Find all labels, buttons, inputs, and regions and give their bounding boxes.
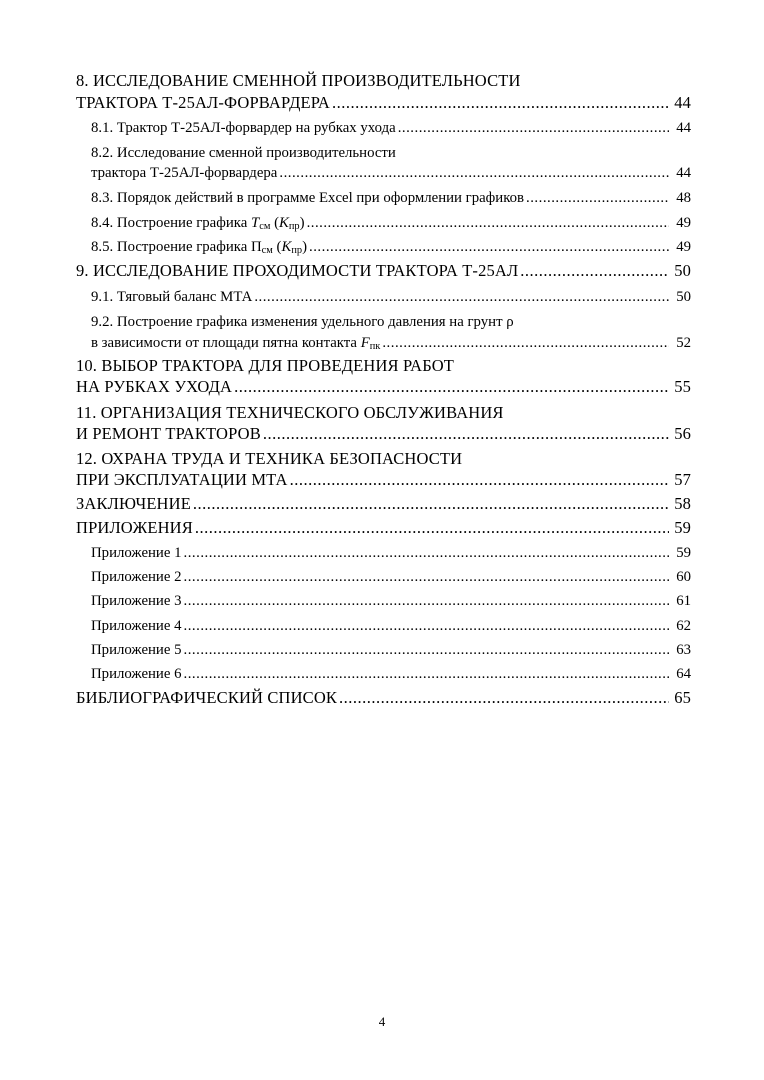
- toc-page-number: 56: [674, 424, 691, 443]
- toc-page-number: 62: [676, 618, 691, 634]
- toc-page-number: 44: [676, 120, 691, 136]
- toc-page-number: 50: [676, 289, 691, 305]
- toc-entry-line: Приложение 5 ..... 63: [91, 639, 691, 661]
- dot-leader: [195, 517, 669, 539]
- formula-variable: F: [360, 335, 370, 351]
- dot-leader: [184, 542, 669, 564]
- toc-page-number: 52: [676, 335, 691, 351]
- dot-leader: [332, 92, 669, 114]
- toc-page-number: 57: [674, 470, 691, 489]
- toc-entry-line: Приложение 2 ..... 60: [91, 566, 691, 588]
- toc-entry-title-line: трактора Т-25АЛ-форвардера ..... 44: [91, 162, 691, 184]
- formula-variable: T: [250, 215, 260, 231]
- toc-page-number: 59: [676, 545, 691, 561]
- toc-entry-title-line: 8.2. Исследование сменной производительности: [91, 145, 396, 161]
- dot-leader: [254, 286, 669, 308]
- toc-page-number: 44: [676, 165, 691, 181]
- toc-entry-line: Приложение 6 ..... 64: [91, 663, 691, 685]
- toc-entry-line: 8.4. Построение графика $T_{см}$ $(K_{пр})$ ..... 49: [91, 212, 691, 234]
- formula-variable: П: [250, 239, 262, 255]
- dot-leader: [234, 376, 669, 398]
- toc-entry-line: 8.1. Трактор Т-25АЛ-форвардер на рубках ухода ..... 44: [91, 117, 691, 139]
- toc-entry-title-line: 11. ОРГАНИЗАЦИЯ ТЕХНИЧЕСКОГО ОБСЛУЖИВАНИЯ: [76, 403, 504, 422]
- toc-entry-line: 9.1. Тяговый баланс МТА ..... 50: [91, 286, 691, 308]
- toc-entry-title-line: И РЕМОНТ ТРАКТОРОВ ..... 56: [76, 423, 691, 445]
- toc-page-number: 65: [674, 688, 691, 707]
- toc-entry-title-line: 8. ИССЛЕДОВАНИЕ СМЕННОЙ ПРОИЗВОДИТЕЛЬНОСТИ: [76, 71, 521, 90]
- toc-entry-line: Приложение 1 ..... 59: [91, 542, 691, 564]
- dot-leader: [526, 187, 669, 209]
- toc-page-number: 61: [676, 593, 691, 609]
- toc-page-number: 48: [676, 190, 691, 206]
- page-number: 4: [378, 1014, 386, 1029]
- toc-entry-title-line: в зависимости от площади пятна контакта $F_{пк}$ ..... 52: [91, 332, 691, 354]
- dot-leader: [520, 260, 669, 282]
- toc-entry-line: 8.3. Порядок действий в программе Excel при оформлении графиков ..... 48: [91, 187, 691, 209]
- dot-leader: [339, 687, 669, 709]
- toc-page-number: 55: [674, 377, 691, 396]
- formula-variable: K: [281, 239, 292, 255]
- dot-leader: [184, 566, 669, 588]
- toc-entry-line: ПРИЛОЖЕНИЯ ..... 59: [76, 517, 691, 539]
- toc-entry-title-line: 10. ВЫБОР ТРАКТОРА ДЛЯ ПРОВЕДЕНИЯ РАБОТ: [76, 356, 455, 375]
- formula-variable: K: [279, 215, 289, 231]
- toc-entry-line: 9. ИССЛЕДОВАНИЕ ПРОХОДИМОСТИ ТРАКТОРА Т-25АЛ ..... 50: [76, 260, 691, 282]
- dot-leader: [184, 639, 669, 661]
- dot-leader: [290, 469, 669, 491]
- toc-page-number: 58: [674, 494, 691, 513]
- dot-leader: [307, 212, 669, 234]
- toc-page-number: 60: [676, 569, 691, 585]
- toc-page-number: 50: [674, 261, 691, 280]
- toc-page-number: 49: [676, 215, 691, 231]
- toc-page-number: 63: [676, 642, 691, 658]
- dot-leader: [184, 615, 669, 637]
- dot-leader: [184, 590, 669, 612]
- dot-leader: [398, 117, 669, 139]
- toc-entry-title-line: НА РУБКАХ УХОДА ..... 55: [76, 376, 691, 398]
- toc-entry-line: 8.5. Построение графика $П_{см}$ $(K_{пр})$ ..... 49: [91, 236, 691, 258]
- toc-page-number: 49: [676, 239, 691, 255]
- dot-leader: [382, 332, 669, 354]
- toc-entry-line: БИБЛИОГРАФИЧЕСКИЙ СПИСОК ..... 65: [76, 687, 691, 709]
- toc-page-number: 64: [676, 666, 691, 682]
- toc-page-number: 44: [674, 93, 691, 112]
- toc-entry-title-line: 12. ОХРАНА ТРУДА И ТЕХНИКА БЕЗОПАСНОСТИ: [76, 449, 463, 468]
- dot-leader: [184, 663, 669, 685]
- dot-leader: [263, 423, 669, 445]
- toc-entry-line: Приложение 4 ..... 62: [91, 615, 691, 637]
- dot-leader: [193, 493, 669, 515]
- dot-leader: [309, 236, 669, 258]
- dot-leader: [279, 162, 669, 184]
- toc-page-number: 59: [674, 518, 691, 537]
- toc-entry-title-line: ПРИ ЭКСПЛУАТАЦИИ МТА ..... 57: [76, 469, 691, 491]
- toc-entry-title-line: 9.2. Построение графика изменения удельного давления на грунт ρ: [91, 314, 514, 330]
- toc-entry-line: ЗАКЛЮЧЕНИЕ ..... 58: [76, 493, 691, 515]
- toc-entry-title-line: ТРАКТОРА Т-25АЛ-ФОРВАРДЕРА ..... 44: [76, 92, 691, 114]
- toc-entry-line: Приложение 3 ..... 61: [91, 590, 691, 612]
